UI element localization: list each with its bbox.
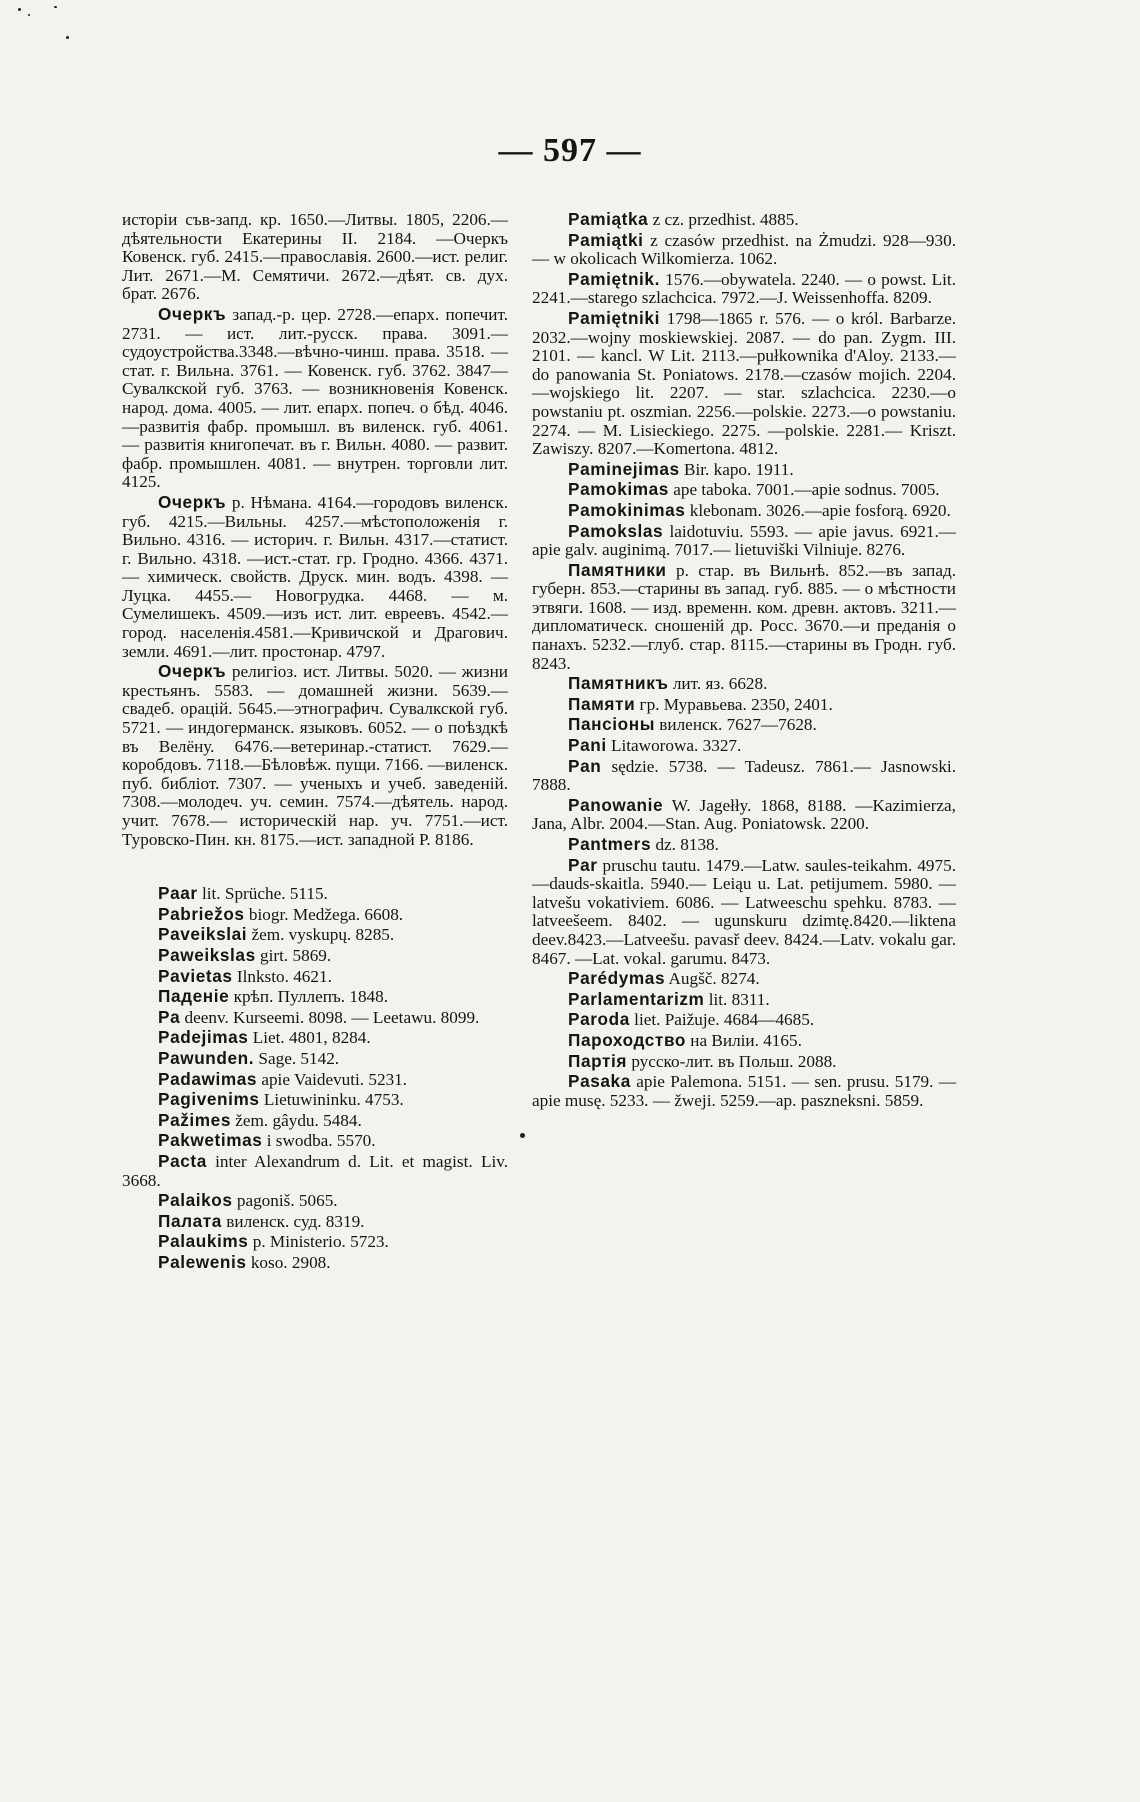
index-entry: Pagivenims Lietuwininku. 4753. bbox=[158, 1089, 404, 1110]
index-entry: Paar lit. Sprüche. 5115. bbox=[158, 883, 328, 904]
index-entry: Pamiątka z cz. przedhist. 4885. bbox=[568, 209, 799, 229]
index-entry: Pawunden. Sage. 5142. bbox=[158, 1047, 340, 1068]
index-entry: Pacta inter Alexandrum d. Lit. et magist. Liv. 3668. bbox=[122, 1150, 508, 1190]
index-entry: Памятникъ лит. яз. 6628. bbox=[568, 673, 768, 694]
index-entry: Palaukims p. Ministerio. 5723. bbox=[158, 1231, 389, 1252]
index-entry: Pamokimas ape taboka. 7001.—apie sodnus. 7005. bbox=[568, 479, 940, 500]
index-entry: Pamiątki z czasów przedhist. na Żmudzi. 928—930. — w okolicach Wilkomierza. 1062. bbox=[532, 229, 956, 269]
index-entry: Pani Litaworowa. 3327. bbox=[568, 735, 742, 756]
section-gap bbox=[122, 850, 508, 884]
margin-bullet bbox=[520, 1133, 525, 1138]
index-entry: Партія русско-лит. въ Польш. 2088. bbox=[568, 1050, 837, 1071]
index-entry: Palewenis koso. 2908. bbox=[158, 1251, 331, 1272]
index-entry: Pamokinimas klebonam. 3026.—apie fosforą. 6920. bbox=[568, 499, 951, 520]
index-entry: Pamokslas laidotuviu. 5593. — apie javus. 6921.—apie galv. auginimą. 7017.— lietuviški Vilniuje. 8276. bbox=[532, 520, 956, 560]
index-entry: Padawimas apie Vaidevuti. 5231. bbox=[158, 1068, 408, 1089]
left-column bbox=[122, 210, 508, 1273]
index-entry: Palaikos pagoniš. 5065. bbox=[158, 1190, 338, 1211]
index-entry: Пансіоны виленск. 7627—7628. bbox=[568, 714, 817, 735]
index-entry: Pan sędzie. 5738. — Tadeusz. 7861.— Jasnowski. 7888. bbox=[532, 755, 957, 795]
index-entry: Памятники р. стар. въ Вильнѣ. 852.—въ запад. губерн. 853.—старины въ запад. губ. 885. — о мѣстности этвяги. 1608. — изд. временн. ком. древн. актовъ. 3211.—дипломатическ. сношеній др. Росс. 3670.—и преданія о панахъ. 5232.—глуб. стар. 8115.—старины въ Гродн. губ. 8243. bbox=[532, 559, 957, 673]
index-entry: Pažimes žem. gâydu. 5484. bbox=[158, 1109, 362, 1130]
index-entry: Paveikslai žem. vyskupų. 8285. bbox=[158, 924, 395, 945]
index-entry: Parédymas Augšč. 8274. bbox=[568, 968, 760, 989]
index-entry: Очеркъ запад.-р. цер. 2728.—епарх. попечит. 2731. — ист. лит.-русск. права. 3091.—судоустройства.3348.—вѣчно-чинш. права. 3518. — стат. г. Вильна. 3761. — Ковенск. губ. 3762. 3847—Сувалкской губ. 3763. — возникновенія Ковенск. народ. дома. 4005. — лит. епарх. попеч. о бѣд. 4046.—развитія фабр. промышл. въ виленск. губ. 4061. — развитія книгопечат. въ г. Вильн. 4080. — развит. фабр. промышлен. 4081. — внутрен. торговли лит. 4125. bbox=[122, 303, 508, 492]
page-number: — 597 — bbox=[498, 132, 642, 169]
index-entry: Pantmers dz. 8138. bbox=[568, 834, 719, 854]
index-entry: Parlamentarizm lit. 8311. bbox=[568, 988, 770, 1009]
index-entry: Pamiętnik. 1576.—obywatela. 2240. — o powst. Lit. 2241.—starego szlachcica. 7972.—J. Weissenhoffa. 8209. bbox=[532, 268, 957, 308]
index-entry: Очеркъ религіоз. ист. Литвы. 5020. — жизни крестьянъ. 5583. — домашней жизни. 5639.—свадеб. орацій. 5645.—этнографич. Сувалкской губ. 5721. — индогерманск. языковъ. 6052. — о поѣздкѣ въ Велёну. 6476.—ветеринар.-статист. 7629.— коробдовъ. 7118.—Бѣловѣж. пущи. 7166. —виленск. пуб. библіот. 7307. — ученыхъ и учеб. заведеній. 7308.—молодеч. уч. семин. 7574.—дѣятель. народ. учит. 7678.— историческій нар. уч. 7751.—ист. Туровско-Пин. кн. 8175.—ист. западной Р. 8186. bbox=[122, 661, 508, 849]
index-entry: Pakwetimas i swodba. 5570. bbox=[158, 1130, 376, 1151]
index-entry: Pasaka apie Palemona. 5151. — sen. prusu. 5179. — apie musę. 5233. — žweji. 5259.—ap. paszneksni. 5859. bbox=[532, 1071, 957, 1110]
index-entry: исторіи съв-запд. кр. 1650.—Литвы. 1805, 2206.—дѣятельности Екатерины II. 2184. —Очеркъ Ковенск. губ. 2415.—православія. 2600.—ист. религ. Лит. 2671.—М. Семятичи. 2672.—дѣят. св. дух. брат. 2676. bbox=[122, 210, 508, 304]
index-entry: Паденіе крѣп. Пуллепъ. 1848. bbox=[158, 986, 389, 1007]
right-column bbox=[532, 210, 956, 1111]
index-entry: Paweikslas girt. 5869. bbox=[158, 944, 332, 965]
index-entry: Pa deenv. Kurseemi. 8098. — Leetawu. 8099. bbox=[158, 1006, 480, 1027]
index-entry: Paminejimas Bir. kapo. 1911. bbox=[568, 458, 794, 479]
index-entry: Палата виленск. суд. 8319. bbox=[158, 1210, 365, 1231]
index-entry: Paroda liet. Paižuje. 4684—4685. bbox=[568, 1009, 815, 1030]
index-entry: Пароходство на Виліи. 4165. bbox=[568, 1029, 802, 1050]
index-entry: Pamiętniki 1798—1865 r. 576. — o król. Barbarze. 2032.—wojny moskiewskiej. 2087. — do pan. Zygm. III. 2101. — kancl. W Lit. 2113.—pułkownika d'Aloy. 2133.— do panowania St. Poniatows. 2178.—czasów mojich. 2204.—wojskiego lit. 2207. — star. szlachcica. 2230.—o powstaniu pt. oszmian. 2256.—polskie. 2273.—o powstaniu. 2274. — M. Lisieckiego. 2275. —polskie. 2281.— Kriszt. Zawiszy. 8207.—Komertona. 4812. bbox=[532, 307, 957, 459]
index-entry: Очеркъ р. Нѣмана. 4164.—городовъ виленск. губ. 4215.—Вильны. 4257.—мѣстоположенія г. Вильно. 4316. — историч. г. Вильн. 4317.—статист. г. Вильно. 4318. —ист.-стат. гр. Гродно. 4366. 4371.— химическ. свойств. Друск. мин. водъ. 4398. —Луцка. 4455.— Новогрудка. 4468. — м. Сумелишекъ. 4509.—изъ ист. лит. евреевъ. 4542.—город. населенія.4581.—Кривичской и Драгович. земли. 4691.—лит. простонар. 4797. bbox=[122, 491, 508, 661]
index-entry: Panowanie W. Jagełły. 1868, 8188. —Kazimierza, Jana, Albr. 2004.—Stan. Aug. Poniatowsk. 2200. bbox=[532, 794, 956, 834]
index-entry: Pabriežos biogr. Medžega. 6608. bbox=[158, 903, 404, 924]
index-entry: Памяти гр. Муравьева. 2350, 2401. bbox=[568, 693, 833, 714]
index-entry: Par pruschu tautu. 1479.—Latw. saules-teikahm. 4975.—dauds-skaitla. 5940.— Leiąu u. Lat. petijumem. 5980. — latvešu vokativiem. 6086. — Latweeschu spehku. 8783. — latveešeem. 8402. — ugunskuru dzimtę.8420.—liktena deev.8423.—Latveešu. pavasř deev. 8424.—Latv. vokalu gar. 8467. —Lat. vokal. garumu. 8473. bbox=[532, 854, 956, 968]
index-entry: Pavietas Ilnksto. 4621. bbox=[158, 965, 332, 986]
index-entry: Padejimas Liet. 4801, 8284. bbox=[158, 1027, 371, 1048]
